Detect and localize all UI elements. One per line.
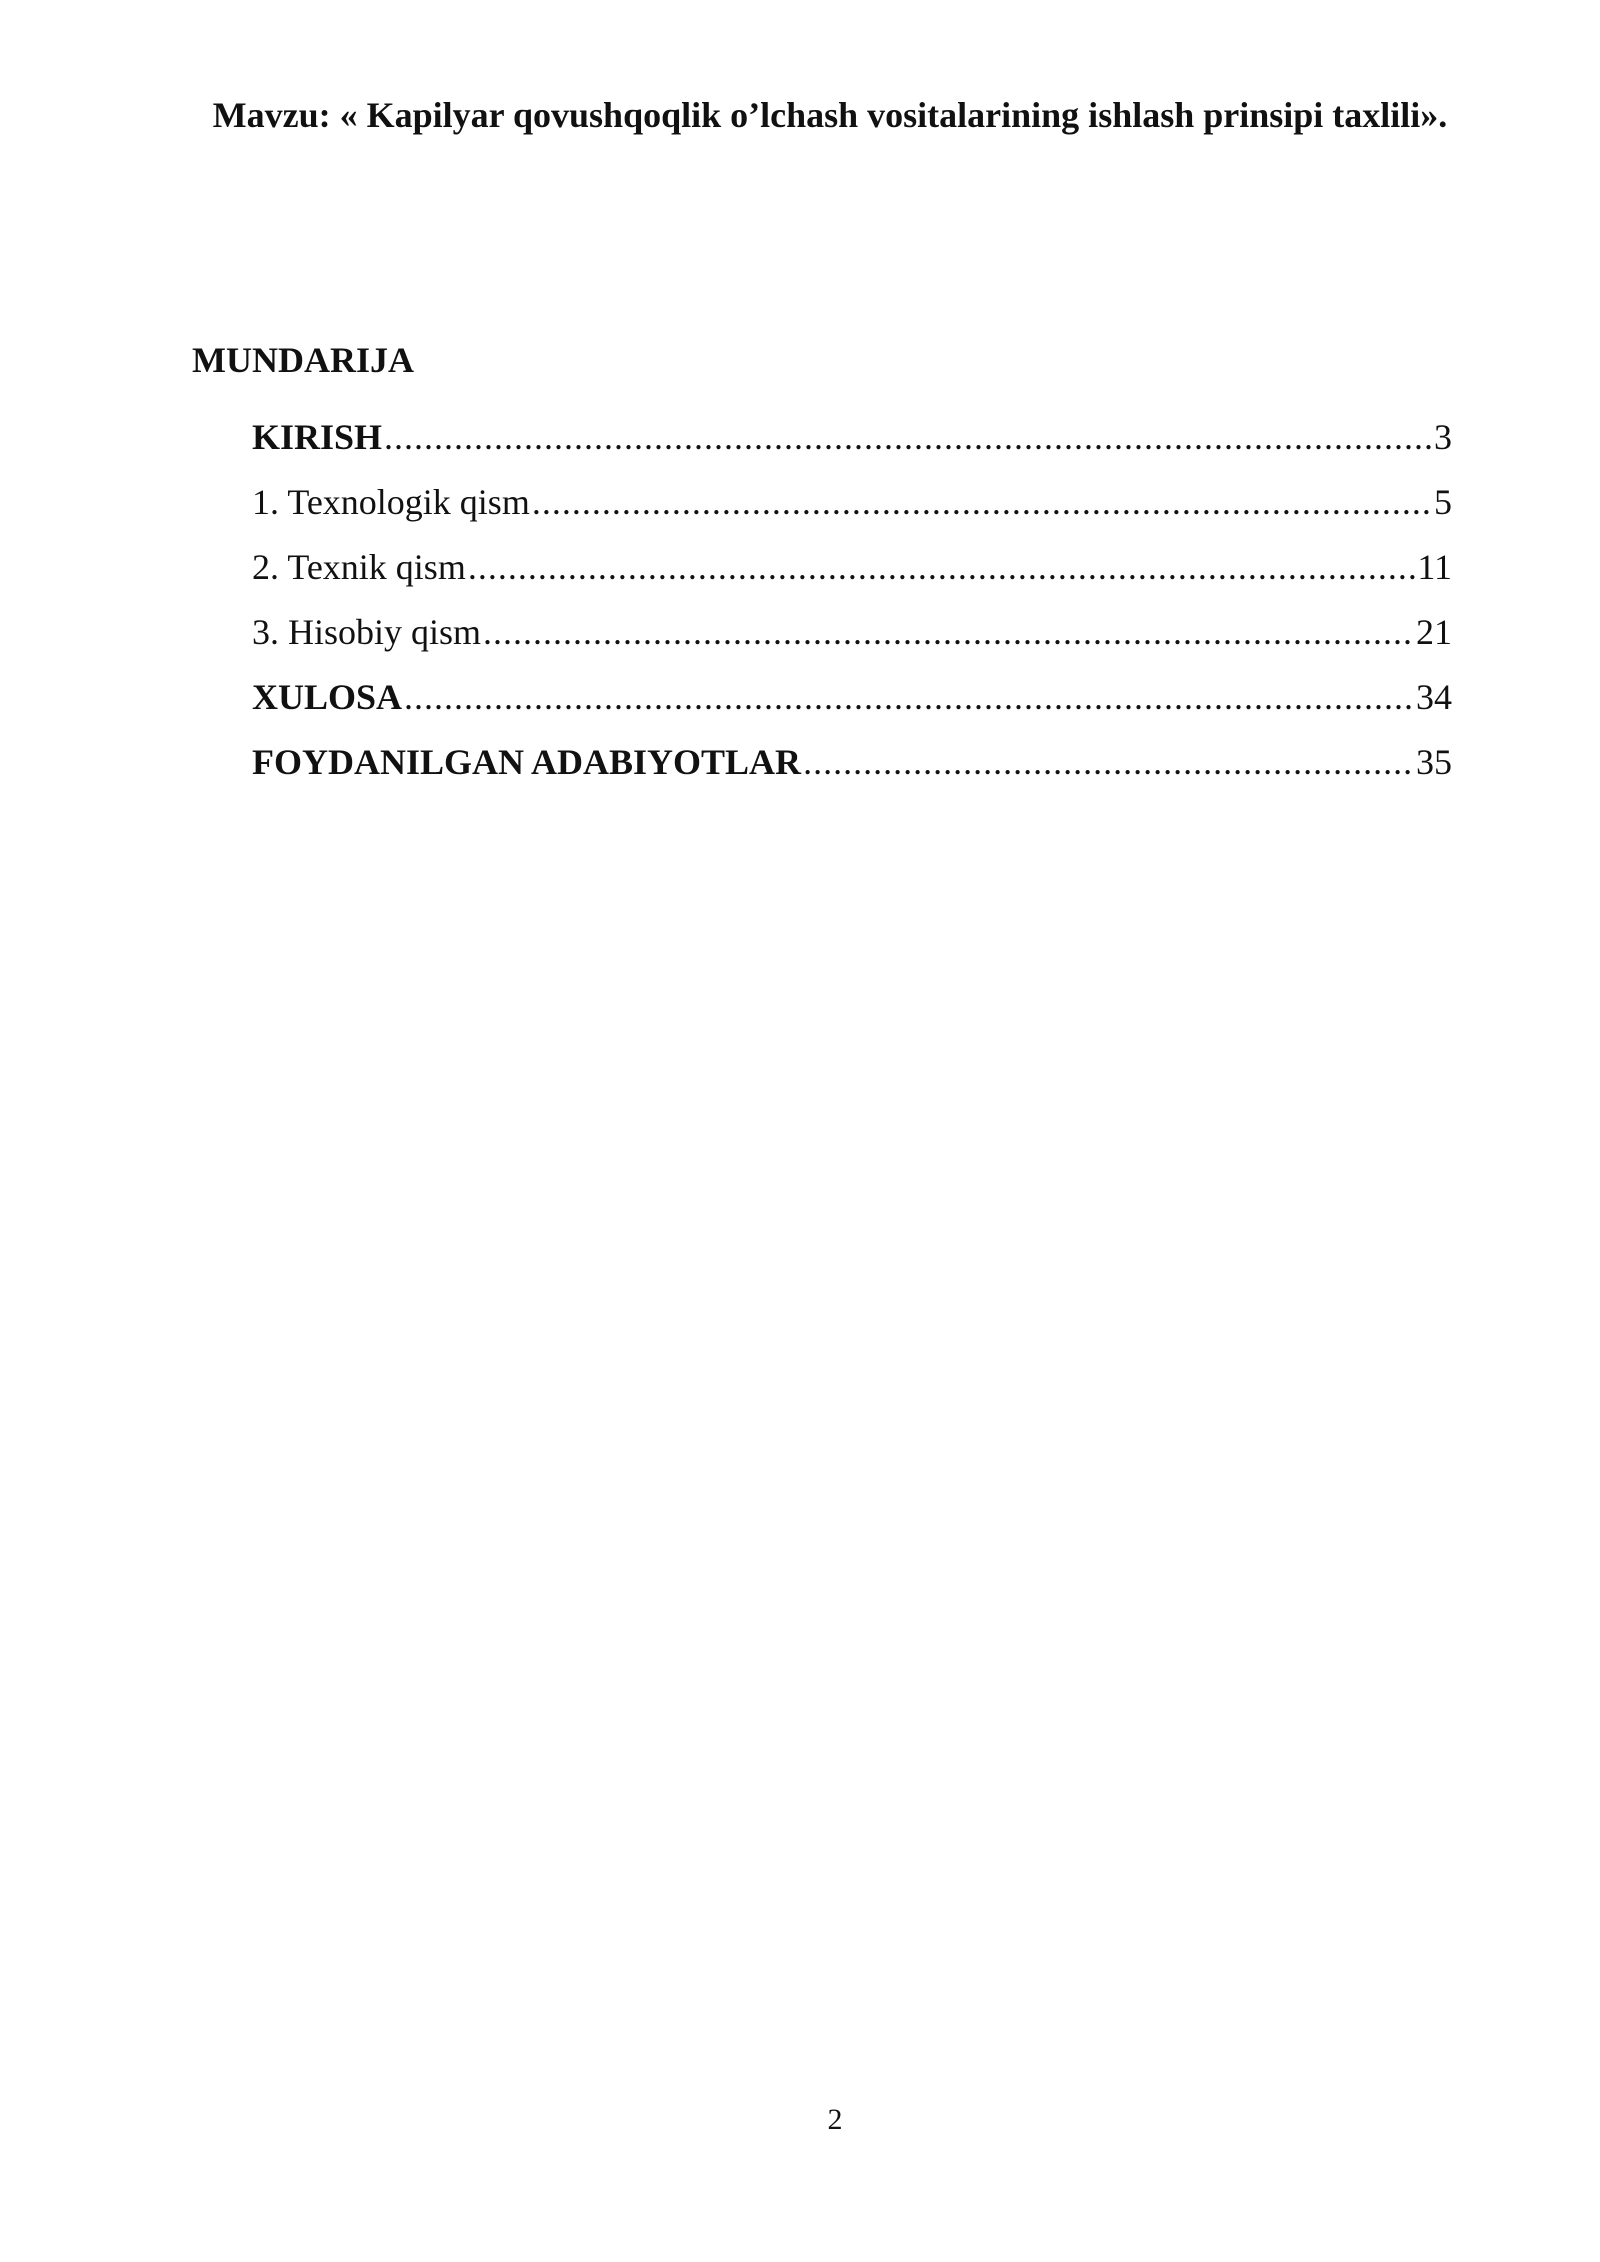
toc-entry-page: 35 — [1416, 742, 1452, 782]
toc-entry-label: 3. Hisobiy qism — [252, 612, 482, 652]
toc-entry-xulosa[interactable] — [252, 674, 1452, 739]
toc-entry-texnik-qism[interactable] — [252, 544, 1452, 609]
toc-entry-page: 21 — [1416, 612, 1452, 652]
dot-leader — [468, 544, 1416, 590]
toc-entry-kirish[interactable] — [252, 414, 1452, 479]
toc-entry-page: 3 — [1434, 417, 1452, 457]
toc-entry-page: 34 — [1416, 677, 1452, 717]
toc-entry-texnologik-qism[interactable] — [252, 479, 1452, 544]
toc-entry-page: 11 — [1417, 547, 1452, 587]
document-title: Mavzu: « Kapilyar qovushqoqlik o’lchash vositalarining ishlash prinsipi taxlili». — [212, 95, 1448, 135]
toc-entry-page: 5 — [1434, 482, 1452, 522]
dot-leader — [532, 479, 1432, 525]
dot-leader — [803, 739, 1414, 785]
toc-heading: MUNDARIJA — [192, 340, 414, 380]
toc-entry-foydanilgan-adabiyotlar[interactable] — [252, 739, 1452, 804]
toc-entry-hisobiy-qism[interactable] — [252, 609, 1452, 674]
toc-entry-label: FOYDANILGAN ADABIYOTLAR — [252, 742, 802, 782]
toc-entry-label: XULOSA — [252, 677, 403, 717]
table-of-contents — [252, 414, 1452, 804]
toc-entry-label: 1. Texnologik qism — [252, 482, 530, 522]
dot-leader — [384, 414, 1432, 460]
dot-leader — [404, 674, 1414, 720]
toc-entry-label: 2. Texnik qism — [252, 547, 466, 587]
toc-entry-label: KIRISH — [252, 417, 383, 457]
page-number: 2 — [827, 2103, 843, 2136]
dot-leader — [483, 609, 1414, 655]
